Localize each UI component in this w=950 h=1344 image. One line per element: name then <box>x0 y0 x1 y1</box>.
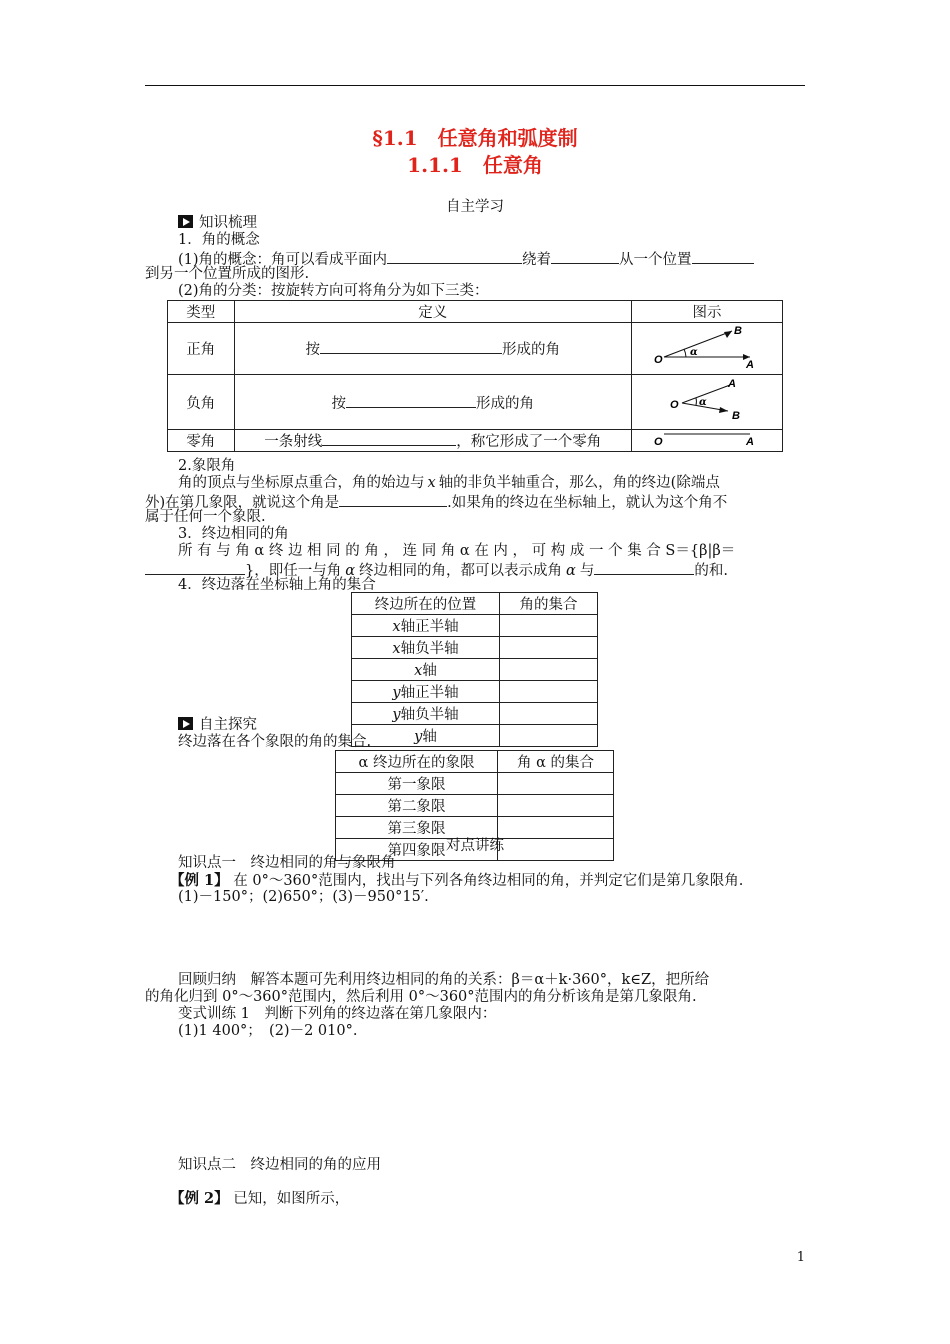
p4-heading: 4．终边落在坐标轴上角的集合 <box>178 577 376 593</box>
practice-heading: 对点讲练 <box>446 838 504 854</box>
quadrant-set-cell[interactable] <box>498 795 614 817</box>
p1-1-cont: 到另一个位置所成的图形. <box>145 266 310 282</box>
axis-table <box>351 592 598 747</box>
p3-text: 的和. <box>694 563 728 579</box>
answer-blank[interactable] <box>594 560 694 575</box>
p2-text: 轴的非负半轴重合，那么，角的终边(除端点 <box>438 475 720 491</box>
type-negative: 负角 <box>168 375 235 430</box>
header-definition: 定义 <box>234 301 631 323</box>
p3-heading: 3．终边相同的角 <box>178 526 289 542</box>
p1-1-text-a: (1)角的概念：角可以看成平面内 <box>178 252 388 268</box>
header-rule <box>145 85 805 86</box>
fig-zero-cell <box>632 430 783 452</box>
example2-text: 已知，如图所示， <box>228 1191 350 1207</box>
header-figure: 图示 <box>632 301 783 323</box>
zero-angle-diagram <box>632 430 782 447</box>
play-marker-icon <box>178 717 193 730</box>
review-line2: 的角化归到 0°～360°范围内，然后利用 0°～360°范围内的角分析该角是第几象限角. <box>145 989 697 1005</box>
axis-row-label <box>352 615 500 637</box>
example1-line <box>170 872 743 890</box>
quadrant-label: 第一象限 <box>336 773 498 795</box>
example1-text: 在 0°～360°范围内，找出与下列各角终边相同的角，并判定它们是第几象限角. <box>228 873 744 889</box>
p1-1-text-c: 从一个位置 <box>619 252 692 268</box>
def-positive <box>234 323 631 375</box>
header-position: 终边所在的位置 <box>352 593 500 615</box>
axis-text: 轴 <box>422 663 437 679</box>
header-quadrant: α 终边所在的象限 <box>336 751 498 773</box>
example1-items: (1)－150°；(2)650°；(3)－950°15′. <box>178 889 429 905</box>
var-x: x <box>427 475 436 491</box>
variant1-items: (1)1 400°； (2)－2 010°. <box>178 1023 358 1039</box>
section-title: §1.1 任意角和弧度制 <box>372 126 578 150</box>
self-study-heading: 自主学习 <box>446 199 504 215</box>
p2-heading: 2.象限角 <box>178 458 236 474</box>
def-text: 形成的角 <box>502 342 561 358</box>
axis-row-label <box>352 725 500 747</box>
var-alpha: α <box>345 563 356 579</box>
quadrant-set-cell[interactable] <box>498 773 614 795</box>
answer-blank[interactable] <box>387 249 522 264</box>
header-angle-set: 角 α 的集合 <box>498 751 614 773</box>
explore-line: 终边落在各个象限的角的集合. <box>178 734 372 750</box>
explore-heading <box>178 717 257 734</box>
var-alpha: α <box>566 563 576 579</box>
p2-line1 <box>178 475 720 492</box>
axis-set-cell[interactable] <box>500 725 598 747</box>
axis-text: 轴负半轴 <box>400 641 459 657</box>
fig-positive-cell <box>632 323 783 375</box>
kp2-heading: 知识点二 终边相同的角的应用 <box>178 1157 381 1173</box>
label-b: B <box>732 410 740 422</box>
axis-var: y <box>392 707 401 723</box>
p2-text: .如果角的终边在坐标轴上，就认为这个角不 <box>447 495 728 511</box>
def-text: 按 <box>305 342 321 358</box>
knowledge-heading <box>178 215 257 232</box>
axis-text: 轴 <box>422 729 437 745</box>
axis-var: y <box>414 729 423 745</box>
axis-text: 轴正半轴 <box>400 619 459 635</box>
header-type: 类型 <box>168 301 235 323</box>
review-line1: 回顾归纳 解答本题可先利用终边相同的角的关系：β＝α＋k·360°，k∈Z，把所给 <box>178 972 710 988</box>
axis-set-cell[interactable] <box>500 637 598 659</box>
answer-blank[interactable] <box>692 249 754 264</box>
def-negative <box>234 375 631 430</box>
example1-tag: 【例 1】 <box>170 872 229 889</box>
axis-var: x <box>392 619 401 635</box>
p3-text: }，即任一与角 <box>245 563 342 579</box>
knowledge-heading-text: 知识梳理 <box>199 215 257 231</box>
p2-text: 角的顶点与坐标原点重合，角的始边与 <box>178 475 425 491</box>
label-b: B <box>734 325 742 337</box>
page-number: 1 <box>796 1250 805 1265</box>
axis-set-cell[interactable] <box>500 659 598 681</box>
axis-var: x <box>392 641 401 657</box>
subsection-title: 1.1.1 任意角 <box>407 153 543 177</box>
label-o: O <box>670 399 679 411</box>
axis-row-label <box>352 637 500 659</box>
quadrant-label: 第四象限 <box>336 839 498 861</box>
axis-text: 轴正半轴 <box>400 685 459 701</box>
quadrant-label: 第三象限 <box>336 817 498 839</box>
axis-set-cell[interactable] <box>500 615 598 637</box>
p3-text: 与 <box>579 563 595 579</box>
axis-text: 轴负半轴 <box>400 707 459 723</box>
def-text: 一条射线 <box>264 434 323 450</box>
p3-text: 终边相同的角，都可以表示成角 <box>359 563 563 579</box>
axis-row-label <box>352 659 500 681</box>
example2-line <box>170 1190 349 1208</box>
axis-var: y <box>392 685 401 701</box>
label-a: A <box>746 359 754 370</box>
answer-blank[interactable] <box>339 492 447 507</box>
explore-heading-text: 自主探究 <box>199 717 257 733</box>
negative-angle-diagram <box>632 375 782 425</box>
axis-row-label <box>352 703 500 725</box>
p2-text: 外)在第几象限，就说这个角是 <box>145 495 340 511</box>
answer-blank[interactable] <box>145 560 245 575</box>
label-alpha: α <box>690 347 698 358</box>
p2-line3: 属于任何一个象限. <box>145 509 266 525</box>
axis-set-cell[interactable] <box>500 703 598 725</box>
p1-1-text-b: 绕着 <box>522 252 552 268</box>
def-text: 形成的角 <box>476 395 535 412</box>
answer-blank[interactable] <box>551 249 619 264</box>
label-alpha: α <box>699 397 707 408</box>
def-text: 按 <box>331 395 347 412</box>
example2-tag: 【例 2】 <box>170 1190 229 1207</box>
positive-angle-diagram <box>632 323 782 370</box>
p3-line1: 所 有 与 角 α 终 边 相 同 的 角 ， 连 同 角 α 在 内 ， 可 构 成 一 个 集 合 S＝{β|β＝ <box>178 543 736 559</box>
def-text: ，称它形成了一个零角 <box>456 434 602 450</box>
answer-blank[interactable] <box>346 393 476 408</box>
axis-set-cell[interactable] <box>500 681 598 703</box>
p1-heading: 1．角的概念 <box>178 232 260 248</box>
axis-var: x <box>414 663 423 679</box>
def-zero <box>234 430 631 452</box>
label-o: O <box>654 436 663 447</box>
play-marker-icon <box>178 215 193 228</box>
p1-2-line: (2)角的分类：按旋转方向可将角分为如下三类： <box>178 283 489 299</box>
header-set: 角的集合 <box>500 593 598 615</box>
answer-blank[interactable] <box>320 339 502 354</box>
kp1-heading: 知识点一 终边相同的角与象限角 <box>178 855 396 871</box>
label-a: A <box>746 436 754 447</box>
label-a: A <box>728 378 736 390</box>
quadrant-label: 第二象限 <box>336 795 498 817</box>
type-zero: 零角 <box>168 430 235 452</box>
variant1-line: 变式训练 1 判断下列角的终边落在第几象限内： <box>178 1006 497 1022</box>
type-positive: 正角 <box>168 323 235 375</box>
fig-negative-cell <box>632 375 783 430</box>
quadrant-set-cell[interactable] <box>498 817 614 839</box>
axis-row-label <box>352 681 500 703</box>
answer-blank[interactable] <box>322 431 456 446</box>
classification-table <box>167 300 783 452</box>
label-o: O <box>654 354 663 366</box>
